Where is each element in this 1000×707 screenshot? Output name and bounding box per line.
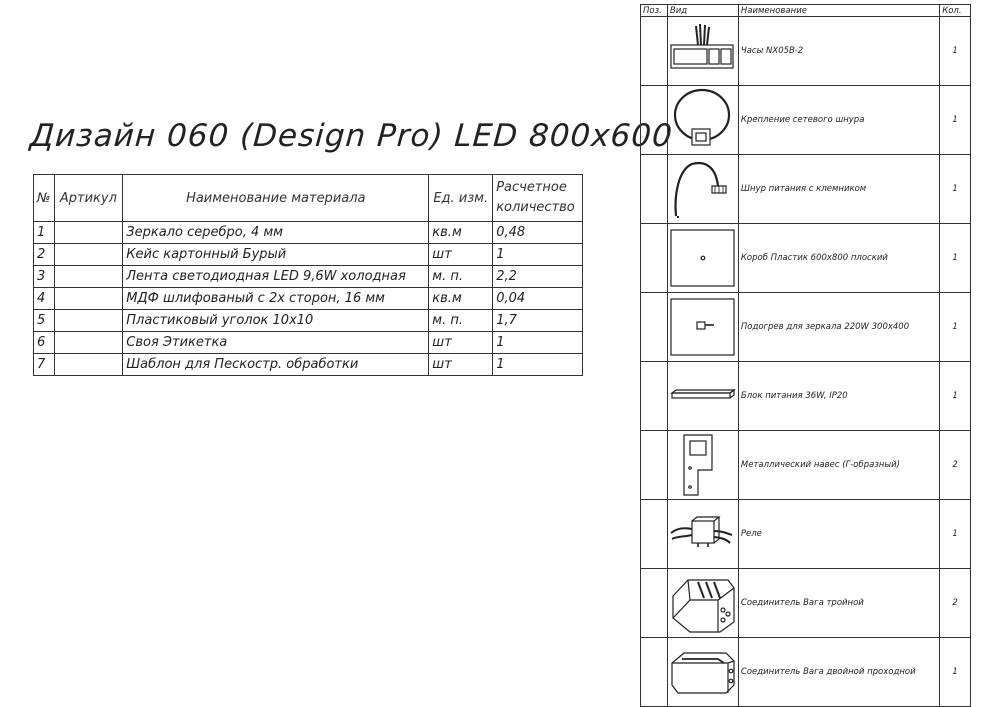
row-quantity: 1,7 bbox=[493, 310, 583, 332]
row-material-name: Кейс картонный Бурый bbox=[123, 244, 429, 266]
row-component-name: Соединитель Вага двойной проходной bbox=[738, 638, 939, 707]
row-component-name: Часы NX05B-2 bbox=[738, 17, 939, 86]
row-position bbox=[641, 362, 668, 431]
row-number: 2 bbox=[34, 244, 55, 266]
row-unit: шт bbox=[429, 332, 493, 354]
clock-module-icon bbox=[668, 18, 738, 84]
row-number: 4 bbox=[34, 288, 55, 310]
components-table bbox=[640, 4, 971, 707]
row-component-name: Короб Пластик 600х800 плоский bbox=[738, 224, 939, 293]
row-quantity: 1 bbox=[493, 244, 583, 266]
table-row bbox=[641, 86, 971, 155]
table-row bbox=[641, 224, 971, 293]
row-count: 1 bbox=[940, 224, 971, 293]
header-number: № bbox=[34, 175, 55, 222]
header-view: Вид bbox=[667, 5, 738, 17]
row-position bbox=[641, 293, 668, 362]
row-unit: шт bbox=[429, 354, 493, 376]
row-unit: м. п. bbox=[429, 266, 493, 288]
row-component-name: Соединитель Вага тройной bbox=[738, 569, 939, 638]
page-title: Дизайн 060 (Design Pro) LED 800x600 bbox=[28, 118, 675, 154]
table-row bbox=[34, 310, 583, 332]
relay-icon bbox=[668, 501, 738, 567]
row-article bbox=[54, 288, 123, 310]
row-count: 1 bbox=[940, 17, 971, 86]
table-row bbox=[641, 293, 971, 362]
row-component-name: Подогрев для зеркала 220W 300х400 bbox=[738, 293, 939, 362]
row-article bbox=[54, 266, 123, 288]
table-row bbox=[641, 569, 971, 638]
materials-header-row bbox=[34, 175, 583, 222]
row-component-name: Металлический навес (Г-образный) bbox=[738, 431, 939, 500]
row-count: 1 bbox=[940, 155, 971, 224]
table-row bbox=[641, 362, 971, 431]
components-header-row bbox=[641, 5, 971, 17]
row-number: 5 bbox=[34, 310, 55, 332]
table-row bbox=[34, 354, 583, 376]
header-article: Артикул bbox=[54, 175, 123, 222]
row-component-name: Шнур питания с клемником bbox=[738, 155, 939, 224]
power-cord-icon bbox=[668, 156, 738, 222]
row-position bbox=[641, 86, 668, 155]
row-unit: кв.м bbox=[429, 222, 493, 244]
row-component-name: Реле bbox=[738, 500, 939, 569]
row-unit: шт bbox=[429, 244, 493, 266]
row-number: 7 bbox=[34, 354, 55, 376]
row-article bbox=[54, 354, 123, 376]
header-quantity: Расчетное количество bbox=[493, 175, 583, 222]
row-count: 1 bbox=[940, 362, 971, 431]
row-count: 1 bbox=[940, 500, 971, 569]
row-material-name: Пластиковый уголок 10х10 bbox=[123, 310, 429, 332]
table-row bbox=[34, 244, 583, 266]
table-row bbox=[641, 155, 971, 224]
row-position bbox=[641, 638, 668, 707]
row-quantity: 2,2 bbox=[493, 266, 583, 288]
table-row bbox=[641, 500, 971, 569]
row-quantity: 1 bbox=[493, 332, 583, 354]
mirror-heater-icon bbox=[668, 294, 738, 360]
row-component-name: Блок питания 36W, IP20 bbox=[738, 362, 939, 431]
plastic-box-icon bbox=[668, 225, 738, 291]
row-position bbox=[641, 17, 668, 86]
row-material-name: Лента светодиодная LED 9,6W холодная bbox=[123, 266, 429, 288]
table-row bbox=[34, 222, 583, 244]
row-position bbox=[641, 224, 668, 293]
row-article bbox=[54, 244, 123, 266]
row-position bbox=[641, 569, 668, 638]
row-number: 6 bbox=[34, 332, 55, 354]
row-count: 1 bbox=[940, 293, 971, 362]
row-number: 3 bbox=[34, 266, 55, 288]
row-position bbox=[641, 155, 668, 224]
row-unit: м. п. bbox=[429, 310, 493, 332]
header-unit: Ед. изм. bbox=[429, 175, 493, 222]
row-quantity: 1 bbox=[493, 354, 583, 376]
row-article bbox=[54, 332, 123, 354]
materials-table bbox=[33, 174, 583, 376]
table-row bbox=[34, 332, 583, 354]
row-quantity: 0,04 bbox=[493, 288, 583, 310]
header-material-name: Наименование материала bbox=[123, 175, 429, 222]
row-position bbox=[641, 431, 668, 500]
table-row bbox=[641, 638, 971, 707]
row-component-name: Крепление сетевого шнура bbox=[738, 86, 939, 155]
table-row bbox=[641, 431, 971, 500]
row-number: 1 bbox=[34, 222, 55, 244]
row-article bbox=[54, 310, 123, 332]
double-connector-icon bbox=[668, 639, 738, 705]
table-row bbox=[34, 288, 583, 310]
table-row bbox=[34, 266, 583, 288]
header-position: Поз. bbox=[641, 5, 668, 17]
power-supply-icon bbox=[668, 363, 738, 429]
row-count: 2 bbox=[940, 569, 971, 638]
row-unit: кв.м bbox=[429, 288, 493, 310]
row-count: 1 bbox=[940, 638, 971, 707]
row-material-name: Зеркало серебро, 4 мм bbox=[123, 222, 429, 244]
row-article bbox=[54, 222, 123, 244]
row-material-name: МДФ шлифованый с 2х сторон, 16 мм bbox=[123, 288, 429, 310]
row-position bbox=[641, 500, 668, 569]
cord-holder-icon bbox=[668, 87, 738, 153]
row-count: 1 bbox=[940, 86, 971, 155]
row-quantity: 0,48 bbox=[493, 222, 583, 244]
metal-hanger-icon bbox=[668, 432, 738, 498]
header-component-name: Наименование bbox=[738, 5, 939, 17]
row-material-name: Шаблон для Пескостр. обработки bbox=[123, 354, 429, 376]
table-row bbox=[641, 17, 971, 86]
row-count: 2 bbox=[940, 431, 971, 500]
header-count: Кол. bbox=[940, 5, 971, 17]
row-material-name: Своя Этикетка bbox=[123, 332, 429, 354]
triple-connector-icon bbox=[668, 570, 738, 636]
